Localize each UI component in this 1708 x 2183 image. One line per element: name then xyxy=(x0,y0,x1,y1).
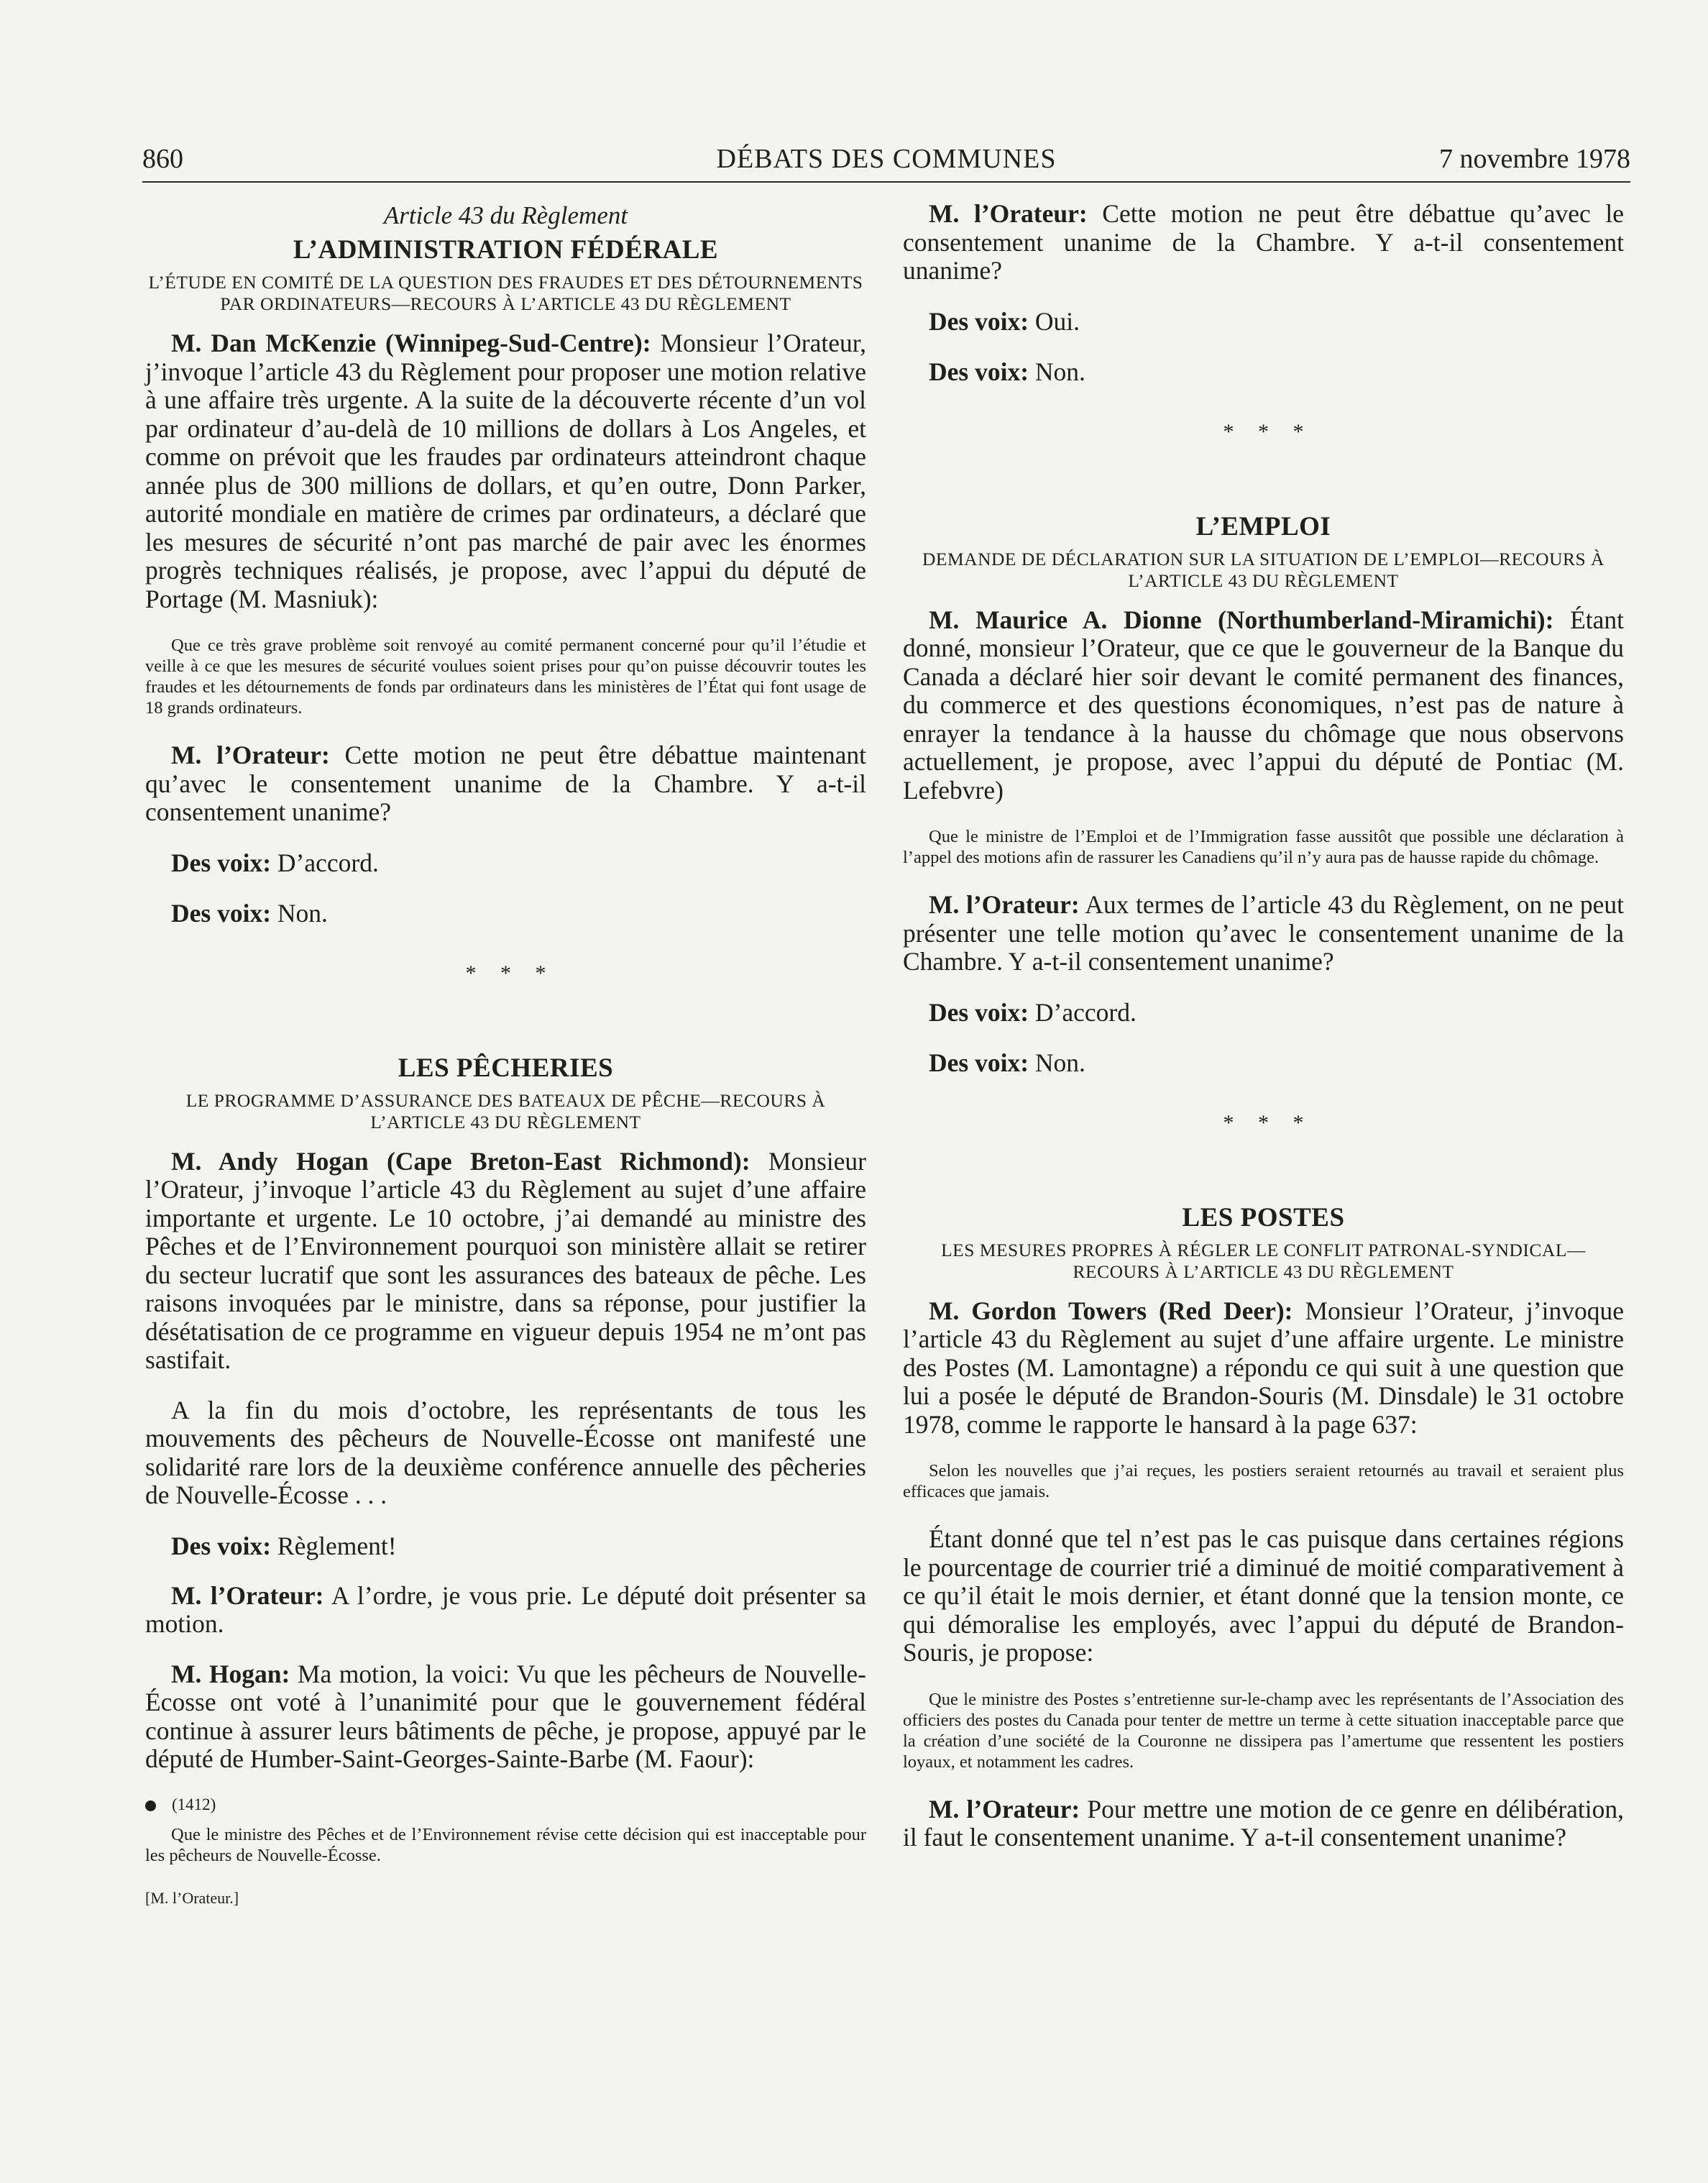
voices-non xyxy=(903,357,1624,386)
speech-text: Règlement! xyxy=(271,1531,397,1560)
section-heading-emploi: L’EMPLOI xyxy=(1195,511,1331,541)
section-subheading-emploi: DEMANDE DE DÉCLARATION SUR LA SITUATION DE L’EMPLOI—RECOURS À L’ARTICLE 43 DU RÈGLEMENT xyxy=(922,548,1604,591)
section-subheading-assurance: LE PROGRAMME D’ASSURANCE DES BATEAUX DE PÊCHE—RECOURS À L’ARTICLE 43 DU RÈGLEMENT xyxy=(185,1089,826,1132)
section-heading-administration: L’ADMINISTRATION FÉDÉRALE xyxy=(293,235,719,265)
speech-text: D’accord. xyxy=(271,848,379,877)
speaker-name: Des voix: xyxy=(929,306,1029,336)
voices-accord xyxy=(903,998,1624,1027)
speech-text: Cette motion ne peut être débattue qu’avec le consentement unanime de la Chambre. Y a-t-il consentement unanime? xyxy=(903,199,1624,285)
section-separator: * * * xyxy=(465,961,546,985)
speaker-name: M. l’Orateur: xyxy=(171,741,330,769)
speech-text: Non. xyxy=(271,898,328,928)
speech-text: Aux termes de l’article 43 du Règlement, on ne peut présenter une telle motion qu’avec le consentement unanime de la Chambre. Y a-t-il consentement unanime? xyxy=(903,890,1624,976)
page-header xyxy=(142,142,1630,180)
page-number: 860 xyxy=(142,144,183,174)
publication-title: DÉBATS DES COMMUNES xyxy=(716,144,1057,174)
speech-orateur-2 xyxy=(145,1582,866,1639)
speech-text: Non. xyxy=(1029,1048,1085,1077)
speech-towers xyxy=(903,1297,1624,1440)
speaker-name: M. Dan McKenzie (Winnipeg-Sud-Centre): xyxy=(171,329,651,357)
speaker-name: M. l’Orateur: xyxy=(929,1794,1080,1823)
voices-non xyxy=(145,899,866,928)
motion-text-emploi: Que le ministre de l’Emploi et de l’Immigration fasse aussitôt que possible une déclaration à l’appel des motions afin de rassurer les Canadiens qu’il n’y aura pas de hausse rapide du chômage. xyxy=(903,827,1624,867)
section-heading-pecheries: LES PÊCHERIES xyxy=(398,1053,614,1083)
speech-text: Cette motion ne peut être débattue maintenant qu’avec le consentement unanime de la Chambre. Y a-t-il consentement unanime? xyxy=(145,741,866,826)
section-subheading-postes: LES MESURES PROPRES À RÉGLER LE CONFLIT PATRONAL-SYNDICAL—RECOURS À L’ARTICLE 43 DU RÈGLEMENT xyxy=(941,1239,1586,1282)
speaker-name: M. Gordon Towers (Red Deer): xyxy=(929,1296,1293,1325)
speech-towers-2: Étant donné que tel n’est pas le cas puisque dans certaines régions le pourcentage de courrier trié a diminué de moitié comparativement à ce qu’il était le mois dernier, et étant donné que la tension monte, ce qui démoralise les employés, avec l’appui du député de Brandon-Souris, je propose: xyxy=(903,1524,1624,1667)
motion-text-postes: Que le ministre des Postes s’entretienne sur-le-champ avec les représentants de l’Association des officiers des postes du Canada pour tenter de mettre un terme à cette situation inacceptable parce que la création d’une société de la Couronne ne dissipera pas l’amertume que ressentent les postiers loyaux, et notamment les cadres. xyxy=(903,1689,1624,1772)
quoted-answer: Selon les nouvelles que j’ai reçues, les postiers seraient retournés au travail et seraient plus efficaces que jamais. xyxy=(903,1461,1624,1501)
speech-hogan-1 xyxy=(145,1148,866,1375)
voices-non xyxy=(903,1048,1624,1077)
speaker-name: M. l’Orateur: xyxy=(929,199,1088,228)
speech-orateur-5 xyxy=(903,1795,1624,1852)
speech-text: Pour mettre une motion de ce genre en délibération, il faut le consentement unanime. Y a-t-il consentement unanime? xyxy=(903,1794,1624,1852)
left-column xyxy=(145,200,866,1908)
speech-text: D’accord. xyxy=(1029,997,1137,1027)
speech-orateur-1 xyxy=(145,741,866,827)
motion-text-fraudes: Que ce très grave problème soit renvoyé au comité permanent concerné pour qu’il l’étudie et veille à ce que les mesures de sécurité voulues soient prises pour qu’on puisse découvrir toutes les fraudes et les détournements de fonds par ordinateurs dans les ministères de l’État qui font usage de 18 grands ordinateurs. xyxy=(145,636,866,718)
speaker-name: M. Hogan: xyxy=(171,1659,290,1688)
speaker-name: M. Andy Hogan (Cape Breton-East Richmond): xyxy=(171,1146,750,1176)
speech-orateur-4 xyxy=(903,891,1624,976)
speech-hogan-2: A la fin du mois d’octobre, les représentants de tous les mouvements des pêcheurs de Nouvelle-Écosse ont manifesté une solidarité rare lors de la deuxième conférence annuelle des pêcheries de Nouvelle-Écosse . . . xyxy=(145,1395,866,1509)
speaker-name: Des voix: xyxy=(929,1048,1029,1077)
motion-text-pecheries: Que le ministre des Pêches et de l’Environnement révise cette décision qui est inacceptable pour les pêcheurs de Nouvelle-Écosse. xyxy=(145,1824,866,1865)
header-rule xyxy=(142,181,1630,183)
speech-text: Monsieur l’Orateur, j’invoque l’article 43 du Règlement au sujet d’une affaire importante et urgente. Le 10 octobre, j’ai demandé au ministre des Pêches et de l’Environnement pourquoi son ministère allait se retirer du secteur lucratif que sont les assurances des bateaux de pêche. Les raisons invoquées par le ministre, dans sa réponse, pour justifier la désétatisation de ce programme en vigueur depuis 1954 ne m’ont pas sastifait. xyxy=(145,1146,866,1374)
speech-text: Monsieur l’Orateur, j’invoque l’article 43 du Règlement au sujet d’une affaire urgente. Le ministre des Postes (M. Lamontagne) a répondu ce qui suit à une question que lui a posée le député de Brandon-Souris (M. Dinsdale) le 31 octobre 1978, comme le rapporte le hansard à la page 637: xyxy=(903,1296,1624,1439)
speech-text: Monsieur l’Orateur, j’invoque l’article 43 du Règlement pour proposer une motion relative à une affaire très urgente. A la suite de la découverte récente d’un vol par ordinateur d’au-delà de 10 millions de dollars à Los Angeles, et comme on prévoit que les fraudes par ordinateurs atteindront chaque année plus de 300 millions de dollars, et qu’en outre, Donn Parker, autorité mondiale en matière de crimes par ordinateurs, a déclaré que les mesures de sécurité n’ont pas marché de pair avec les énormes progrès techniques réalisés, je propose, avec l’appui du député de Portage (M. Masniuk): xyxy=(145,329,866,613)
section-separator: * * * xyxy=(1223,1110,1304,1135)
voices-accord xyxy=(145,848,866,877)
speech-dionne xyxy=(903,606,1624,805)
speech-text: A l’ordre, je vous prie. Le député doit présenter sa motion. xyxy=(145,1580,866,1638)
speaker-name: Des voix: xyxy=(171,898,272,928)
speech-hogan-3 xyxy=(145,1660,866,1774)
section-subheading-fraudes: L’ÉTUDE EN COMITÉ DE LA QUESTION DES FRAUDES ET DES DÉTOURNEMENTS PAR ORDINATEURS—RECOURS À L’ARTICLE 43 DU RÈGLEMENT xyxy=(148,272,863,314)
article-caption: Article 43 du Règlement xyxy=(383,201,628,229)
section-separator: * * * xyxy=(1223,419,1304,444)
speech-text: Étant donné, monsieur l’Orateur, que ce que le gouverneur de la Banque du Canada a déclaré hier soir devant le comité permanent des finances, du commerce et des questions économiques, n’est pas de nature à enrayer la tendance à la hausse du chômage que nous observons actuellement, je propose, avec l’appui du député de Pontiac (M. Lefebvre) xyxy=(903,605,1625,805)
speaker-name: Des voix: xyxy=(929,357,1029,386)
speaker-name: Des voix: xyxy=(929,997,1029,1027)
speech-text: Ma motion, la voici: Vu que les pêcheurs de Nouvelle-Écosse ont voté à l’unanimité pour que le gouvernement fédéral continue à assurer leurs bâtiments de pêche, je propose, appuyé par le député de Humber-Saint-Georges-Sainte-Barbe (M. Faour): xyxy=(145,1659,866,1773)
speech-text: Non. xyxy=(1029,357,1085,386)
speaker-name: Des voix: xyxy=(171,848,272,877)
section-heading-postes: LES POSTES xyxy=(1182,1202,1345,1232)
speech-orateur-3 xyxy=(903,200,1624,285)
voices-reglement xyxy=(145,1532,866,1560)
speaker-name: M. l’Orateur: xyxy=(171,1580,324,1610)
speech-text: Oui. xyxy=(1029,306,1080,336)
time-marker xyxy=(145,1795,866,1814)
speaker-name: M. l’Orateur: xyxy=(929,890,1080,919)
speaker-name: Des voix: xyxy=(171,1531,272,1560)
voices-oui xyxy=(903,307,1624,336)
time-stamp: (1412) xyxy=(172,1795,216,1813)
right-column xyxy=(903,200,1624,1874)
speech-mckenzie xyxy=(145,329,866,613)
publication-date: 7 novembre 1978 xyxy=(1439,144,1630,174)
speaker-name: M. Maurice A. Dionne (Northumberland-Miramichi): xyxy=(929,605,1554,634)
bullet-icon xyxy=(145,1800,156,1811)
footer-tag: [M. l’Orateur.] xyxy=(145,1888,239,1907)
